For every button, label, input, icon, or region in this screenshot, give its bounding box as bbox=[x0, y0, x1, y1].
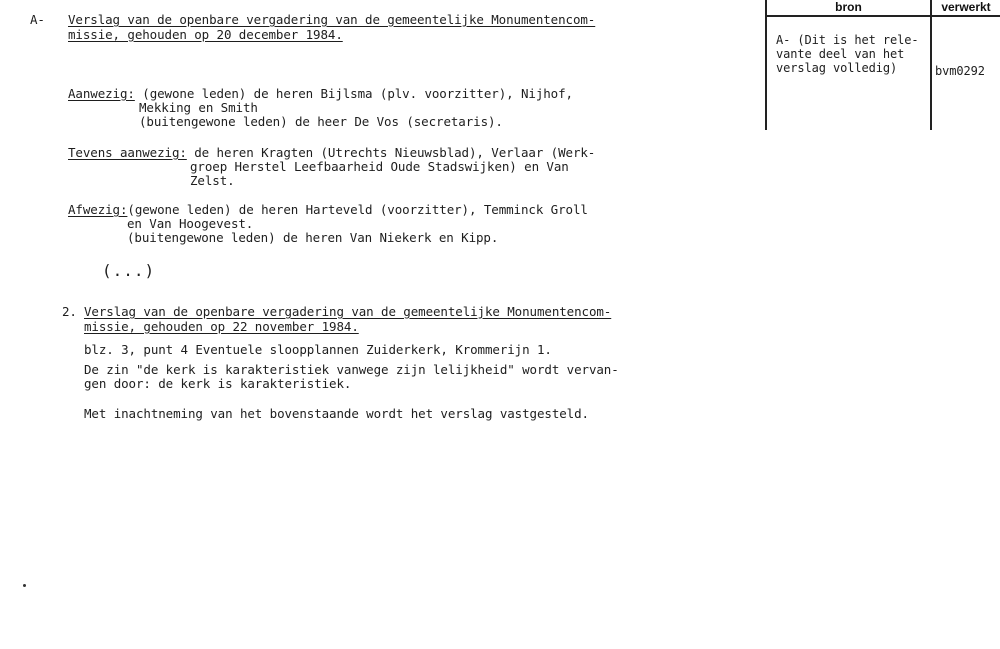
section-2-body-line-4: Met inachtneming van het bovenstaande wordt het verslag vastgesteld. bbox=[84, 406, 589, 421]
section-a-marker: A- bbox=[30, 12, 45, 27]
scan-speck bbox=[23, 584, 26, 587]
section-2-body-line-1: blz. 3, punt 4 Eventuele sloopplannen Zuiderkerk, Krommerijn 1. bbox=[84, 342, 552, 357]
tevens-aanwezig-text-1: de heren Kragten (Utrechts Nieuwsblad), Verlaar (Werk- bbox=[186, 145, 596, 160]
table-column-divider bbox=[930, 0, 932, 130]
afwezig-line-2: en Van Hoogevest. bbox=[127, 216, 254, 231]
section-2-title-line-2: missie, gehouden op 22 november 1984. bbox=[84, 319, 359, 334]
afwezig-line-1 bbox=[68, 202, 588, 217]
omission-ellipsis: (...) bbox=[102, 261, 156, 280]
source-table bbox=[765, 0, 1000, 130]
table-header-rule bbox=[765, 15, 1000, 17]
tevens-aanwezig-line-1 bbox=[68, 145, 595, 160]
table-verwerkt-value: bvm0292 bbox=[935, 64, 985, 78]
section-2-title-line-1: Verslag van de openbare vergadering van de gemeentelijke Monumentencom- bbox=[84, 304, 612, 319]
aanwezig-label: Aanwezig: bbox=[68, 86, 135, 101]
section-2-body-line-3: gen door: de kerk is karakteristiek. bbox=[84, 376, 352, 391]
aanwezig-line-2: Mekking en Smith bbox=[139, 100, 258, 115]
tevens-aanwezig-line-2: groep Herstel Leefbaarheid Oude Stadswijken) en Van bbox=[190, 159, 569, 174]
table-bron-line-1: A- (Dit is het rele- bbox=[776, 33, 919, 47]
afwezig-label: Afwezig: bbox=[68, 202, 128, 217]
afwezig-line-3: (buitengewone leden) de heren Van Niekerk en Kipp. bbox=[127, 230, 499, 245]
table-header-bron: bron bbox=[835, 0, 862, 14]
section-a-title-line-2: missie, gehouden op 20 december 1984. bbox=[68, 27, 343, 42]
section-2-number: 2. bbox=[62, 304, 77, 319]
tevens-aanwezig-label: Tevens aanwezig: bbox=[68, 145, 187, 160]
tevens-aanwezig-line-3: Zelst. bbox=[190, 173, 235, 188]
table-bron-line-2: vante deel van het bbox=[776, 47, 905, 61]
aanwezig-text-1: (gewone leden) de heren Bijlsma (plv. voorzitter), Nijhof, bbox=[134, 86, 573, 101]
section-a-title-line-1: Verslag van de openbare vergadering van de gemeentelijke Monumentencom- bbox=[68, 12, 596, 27]
table-bron-line-3: verslag volledig) bbox=[776, 61, 898, 75]
aanwezig-line-3: (buitengewone leden) de heer De Vos (secretaris). bbox=[139, 114, 503, 129]
table-header-verwerkt: verwerkt bbox=[941, 0, 991, 14]
section-2-body-line-2: De zin "de kerk is karakteristiek vanwege zijn lelijkheid" wordt vervan- bbox=[84, 362, 619, 377]
aanwezig-line-1 bbox=[68, 86, 573, 101]
table-left-border bbox=[765, 0, 767, 130]
afwezig-text-1: (gewone leden) de heren Harteveld (voorzitter), Temminck Groll bbox=[127, 202, 588, 217]
